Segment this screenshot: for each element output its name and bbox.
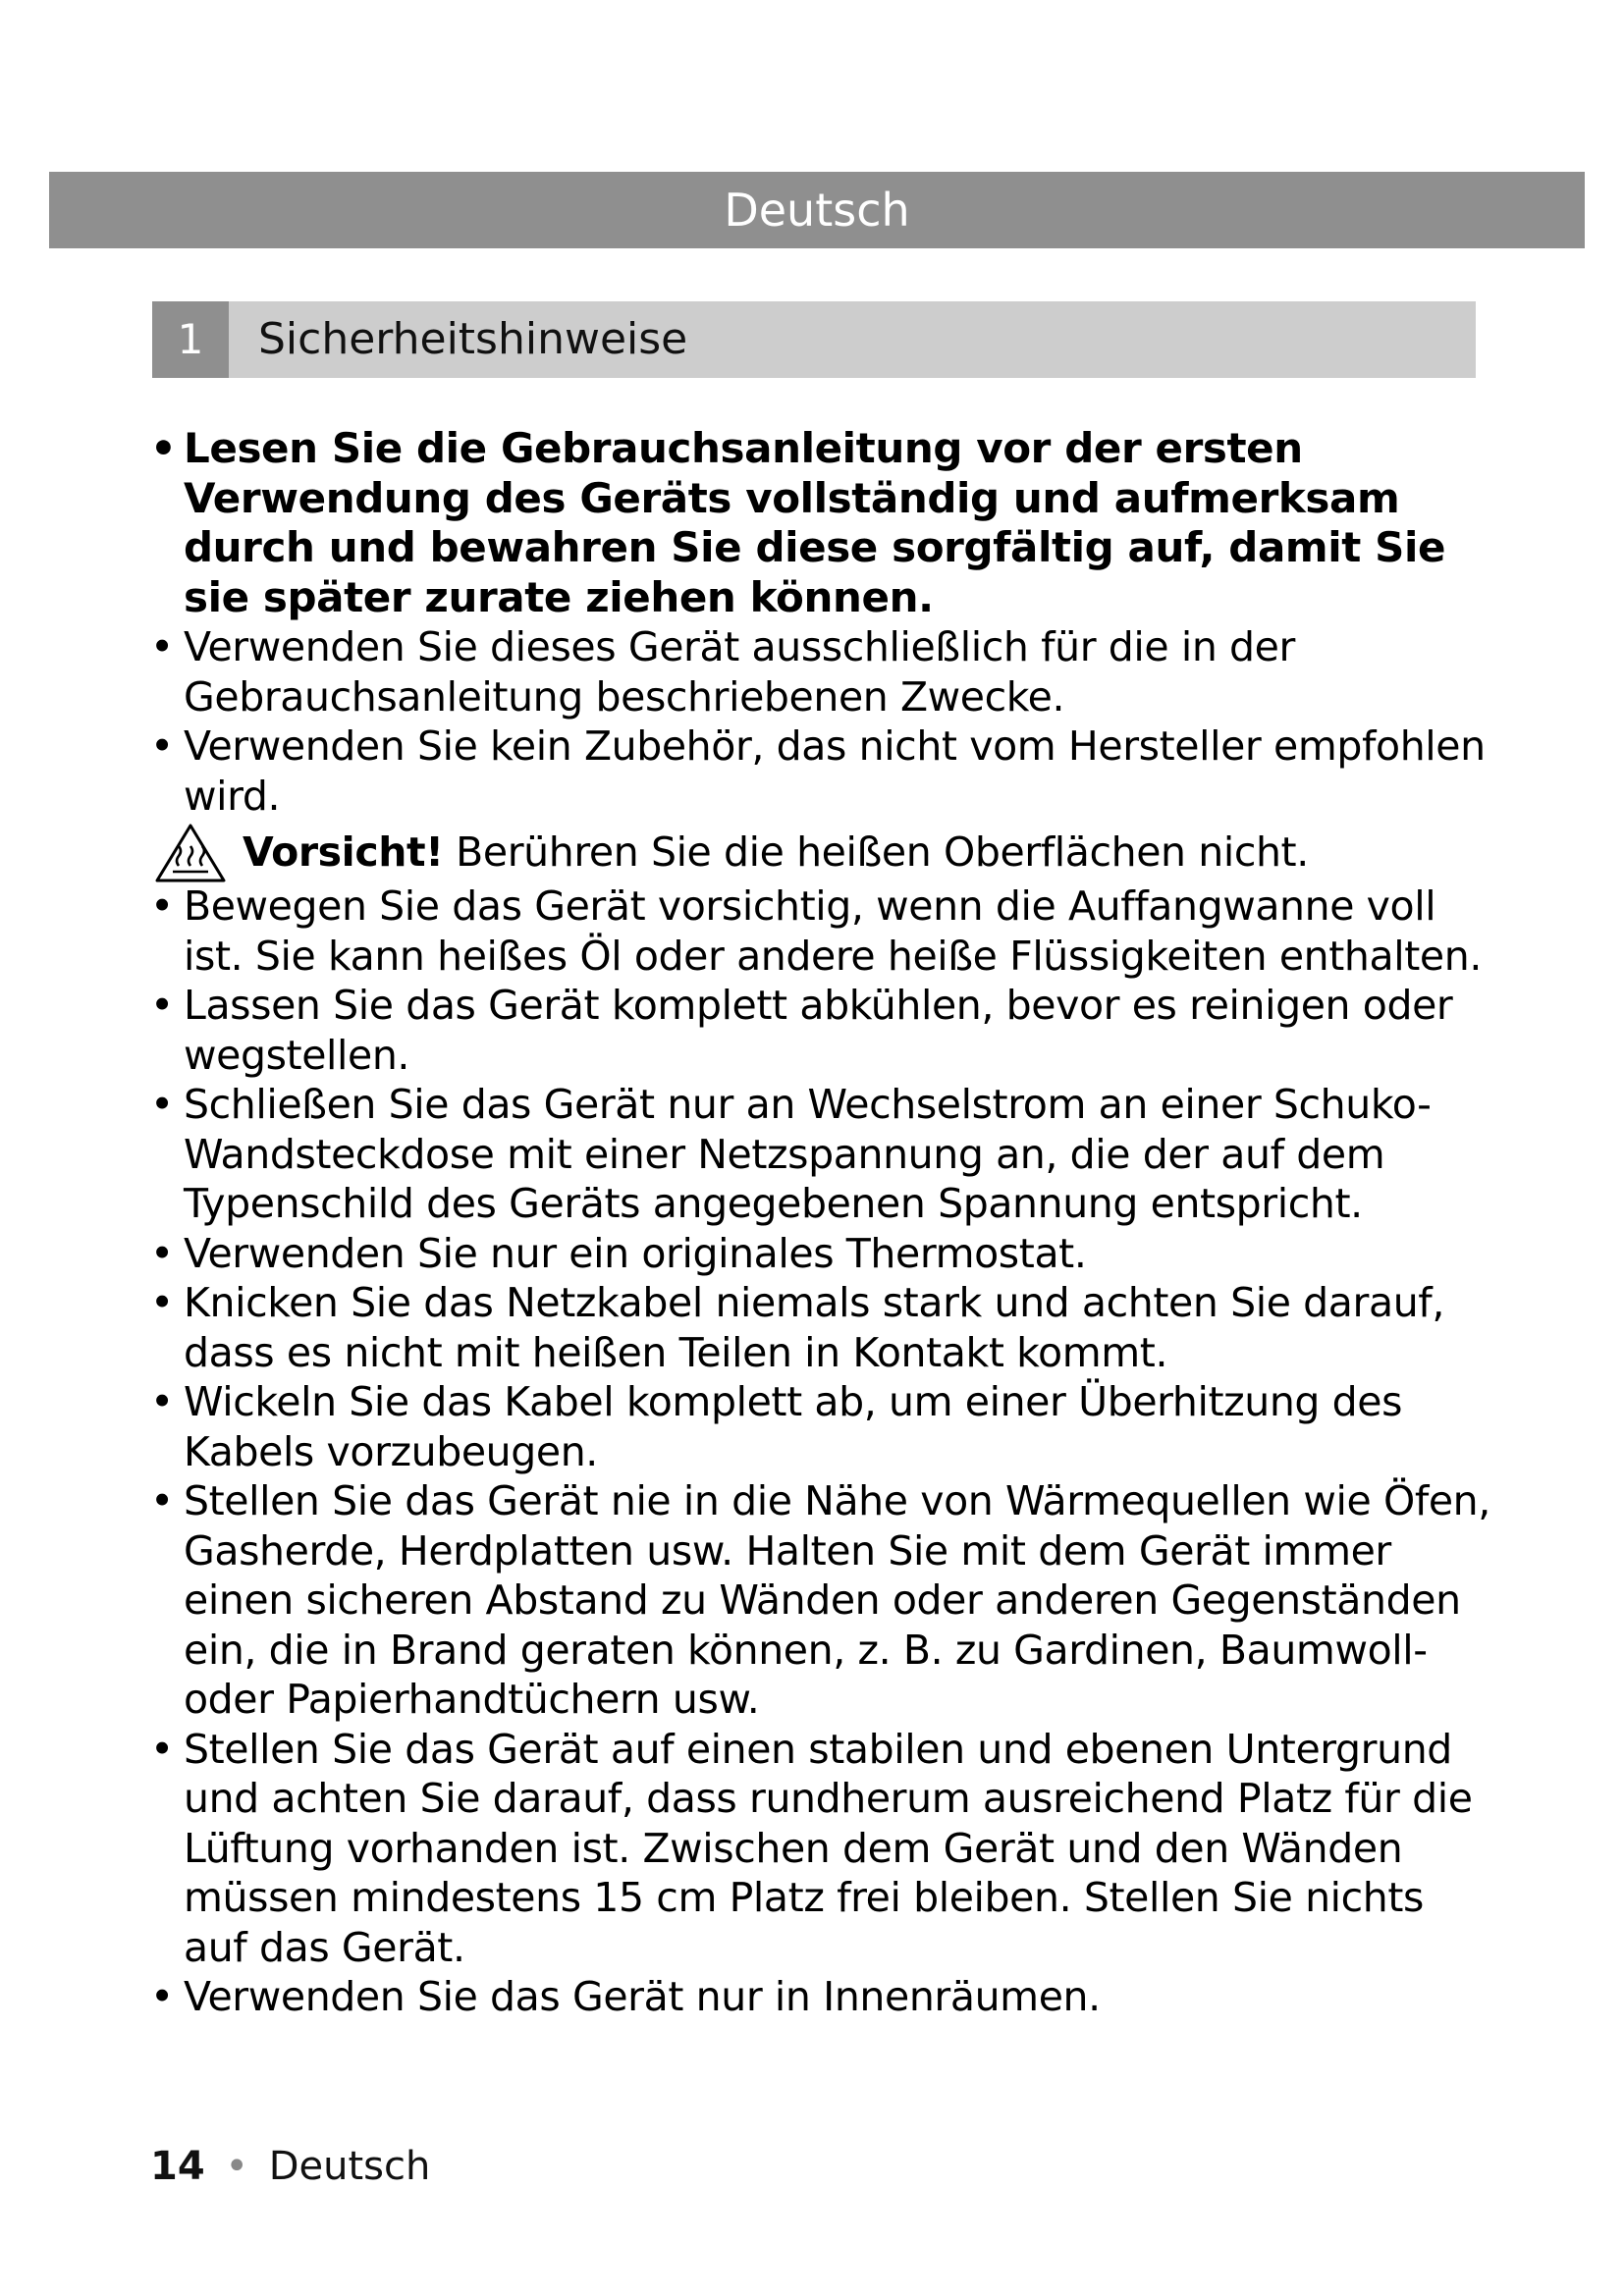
list-item-text: Knicken Sie das Netzkabel niemals stark und achten Sie darauf, dass es nicht mit heißen Teilen in Kontakt kommt. xyxy=(184,1279,1444,1376)
list-item-text: Stellen Sie das Gerät nie in die Nähe von Wärmequellen wie Öfen, Gasherde, Herdplatten usw. Halten Sie mit dem Gerät immer einen sicheren Abstand zu Wänden oder anderen Gegenständen ein, die in Brand geraten können, z. B. zu Gardinen, Baumwoll- oder Papierhandtüchern usw. xyxy=(184,1477,1490,1723)
list-item xyxy=(150,622,1497,721)
list-item xyxy=(150,1725,1497,1973)
list-item-intro xyxy=(150,424,1497,622)
list-item-text: Verwenden Sie dieses Gerät ausschließlich für die in der Gebrauchsanleitung beschriebenen Zwecke. xyxy=(184,623,1295,721)
page-footer xyxy=(150,2142,430,2191)
caution-label: Vorsicht! xyxy=(243,828,444,876)
caution-notice xyxy=(150,823,1497,881)
list-item-text: Stellen Sie das Gerät auf einen stabilen und ebenen Untergrund und achten Sie darauf, dass rundherum ausreichend Platz für die Lüftung vorhanden ist. Zwischen dem Gerät und den Wänden müssen mindestens 15 cm Platz frei bleiben. Stellen Sie nichts auf das Gerät. xyxy=(184,1725,1473,1971)
footer-separator: • xyxy=(225,2144,248,2189)
list-item-text: Verwenden Sie das Gerät nur in Innenräumen. xyxy=(184,1973,1101,2020)
list-item xyxy=(150,1080,1497,1229)
list-item xyxy=(150,881,1497,981)
list-item xyxy=(150,981,1497,1080)
list-item-text: Lesen Sie die Gebrauchsanleitung vor der ersten Verwendung des Geräts vollständig und aufmerksam durch und bewahren Sie diese sorgfältig auf, damit Sie sie später zurate ziehen können. xyxy=(184,424,1446,621)
page-number: 14 xyxy=(150,2144,205,2189)
language-header-label: Deutsch xyxy=(724,184,910,237)
list-item xyxy=(150,1278,1497,1377)
list-item xyxy=(150,1476,1497,1725)
section-number: 1 xyxy=(152,301,229,378)
section-heading-bar xyxy=(152,301,1476,378)
list-item-text: Schließen Sie das Gerät nur an Wechselstrom an einer Schuko-Wandsteckdose mit einer Netzspannung an, die der auf dem Typenschild des Geräts angegebenen Spannung entspricht. xyxy=(184,1081,1432,1227)
safety-instructions-list xyxy=(150,424,1497,2022)
bullet-icon: • xyxy=(150,424,177,472)
language-header-bar xyxy=(49,172,1585,248)
hot-surface-warning-icon xyxy=(154,823,227,883)
bullet-icon: • xyxy=(150,1279,174,1326)
section-title: Sicherheitshinweise xyxy=(258,314,688,364)
footer-language: Deutsch xyxy=(268,2144,431,2189)
list-item-text: Lassen Sie das Gerät komplett abkühlen, bevor es reinigen oder wegstellen. xyxy=(184,982,1453,1079)
bullet-icon: • xyxy=(150,722,174,770)
list-item xyxy=(150,1377,1497,1476)
bullet-icon: • xyxy=(150,1378,174,1425)
list-item-text: Wickeln Sie das Kabel komplett ab, um einer Überhitzung des Kabels vorzubeugen. xyxy=(184,1378,1403,1475)
bullet-icon: • xyxy=(150,623,174,670)
list-item-text: Verwenden Sie nur ein originales Thermostat. xyxy=(184,1229,1087,1277)
list-item-text: Verwenden Sie kein Zubehör, das nicht vom Hersteller empfohlen wird. xyxy=(184,722,1486,820)
list-item xyxy=(150,1972,1497,2022)
list-item-text: Bewegen Sie das Gerät vorsichtig, wenn die Auffangwanne voll ist. Sie kann heißes Öl oder andere heiße Flüssigkeiten enthalten. xyxy=(184,882,1482,980)
bullet-icon: • xyxy=(150,1477,174,1524)
bullet-icon: • xyxy=(150,1081,174,1128)
bullet-icon: • xyxy=(150,1229,174,1277)
bullet-icon: • xyxy=(150,1973,174,2020)
caution-text: Berühren Sie die heißen Oberflächen nicht. xyxy=(443,828,1309,876)
bullet-icon: • xyxy=(150,982,174,1029)
bullet-icon: • xyxy=(150,1725,174,1773)
list-item xyxy=(150,721,1497,821)
bullet-icon: • xyxy=(150,882,174,930)
list-item xyxy=(150,1229,1497,1279)
